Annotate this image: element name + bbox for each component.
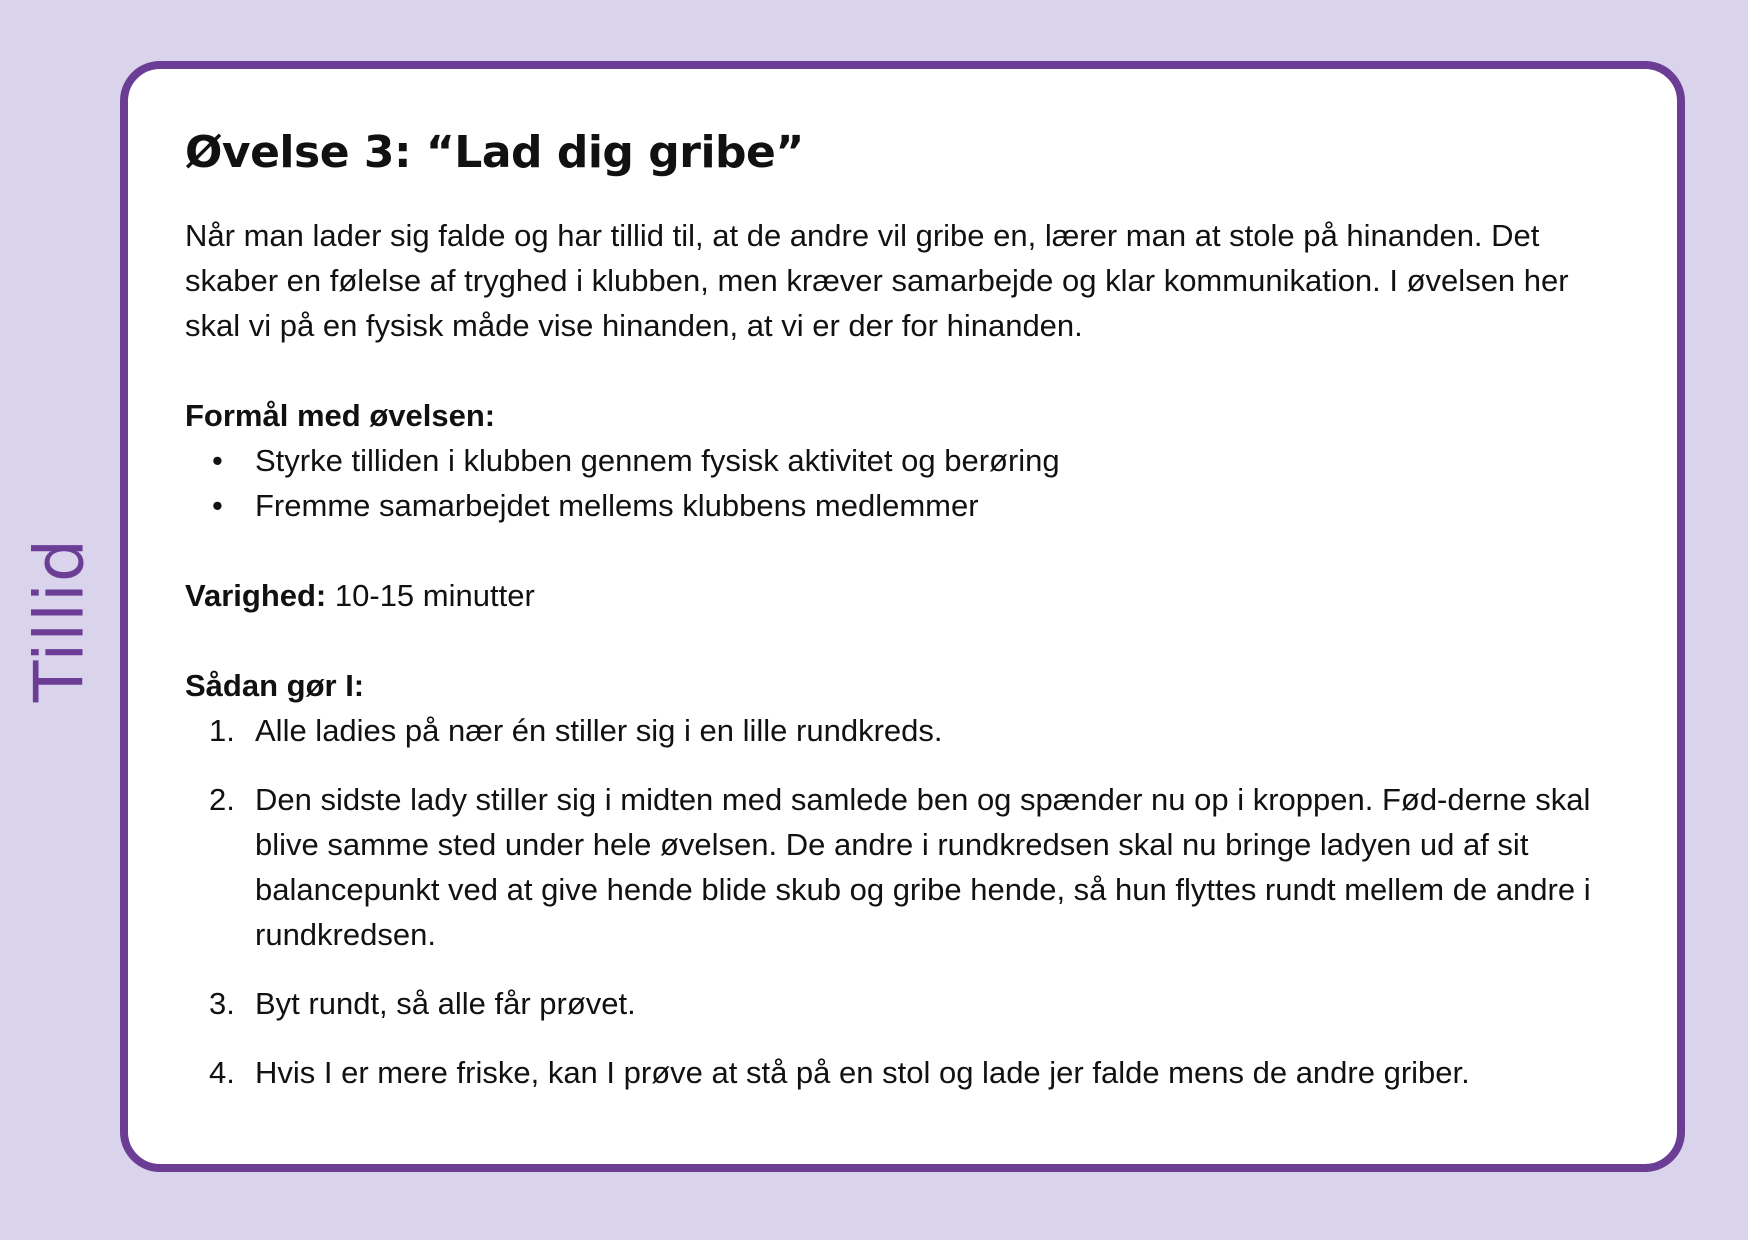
purpose-item — [185, 483, 1617, 528]
steps-section — [185, 663, 1617, 1095]
duration-value: 10-15 minutter — [334, 577, 535, 613]
purpose-item — [185, 438, 1617, 483]
step-number: 1. — [209, 712, 235, 748]
step-number: 2. — [209, 781, 235, 817]
step-item — [185, 708, 1617, 753]
exercise-title: Øvelse 3: “Lad dig gribe” — [185, 127, 804, 178]
steps-heading: Sådan gør I: — [185, 667, 365, 703]
purpose-item-text: Styrke tilliden i klubben gennem fysisk aktivitet og berøring — [255, 442, 1060, 478]
step-number: 3. — [209, 985, 235, 1021]
step-item — [185, 777, 1617, 957]
purpose-list — [185, 438, 1617, 528]
purpose-section — [185, 393, 1617, 528]
step-number: 4. — [209, 1054, 235, 1090]
intro-paragraph: Når man lader sig falde og har tillid til, at de andre vil gribe en, lærer man at stole på hinanden. Det skaber en følelse af tryghed i klubben, men kræver samarbejde og klar kommunikation. I øvelsen her skal vi på en fysisk måde vise hinanden, at vi er der for hinanden. — [185, 217, 1569, 343]
steps-list — [185, 708, 1617, 1095]
step-text: Byt rundt, så alle får prøvet. — [255, 985, 636, 1021]
step-text: Alle ladies på nær én stiller sig i en lille rundkreds. — [255, 712, 943, 748]
duration-label: Varighed: — [185, 577, 327, 613]
step-text: Hvis I er mere friske, kan I prøve at stå på en stol og lade jer falde mens de andre griber. — [255, 1054, 1470, 1090]
bullet-icon: • — [212, 442, 223, 478]
bullet-icon: • — [212, 487, 223, 523]
section-side-label: Tillid — [20, 537, 100, 703]
step-text: Den sidste lady stiller sig i midten med samlede ben og spænder nu op i kroppen. Fød-derne skal blive samme sted under hele øvelsen. De andre i rundkredsen skal nu bringe ladyen ud af sit balancepunkt ved at give hende blide skub og gribe hende, så hun flyttes rundt mellem de andre i rundkredsen. — [255, 781, 1591, 952]
step-item — [185, 1050, 1617, 1095]
step-item — [185, 981, 1617, 1026]
duration-line — [185, 573, 1617, 618]
purpose-item-text: Fremme samarbejdet mellems klubbens medlemmer — [255, 487, 979, 523]
purpose-heading: Formål med øvelsen: — [185, 397, 496, 433]
exercise-card — [120, 61, 1685, 1172]
